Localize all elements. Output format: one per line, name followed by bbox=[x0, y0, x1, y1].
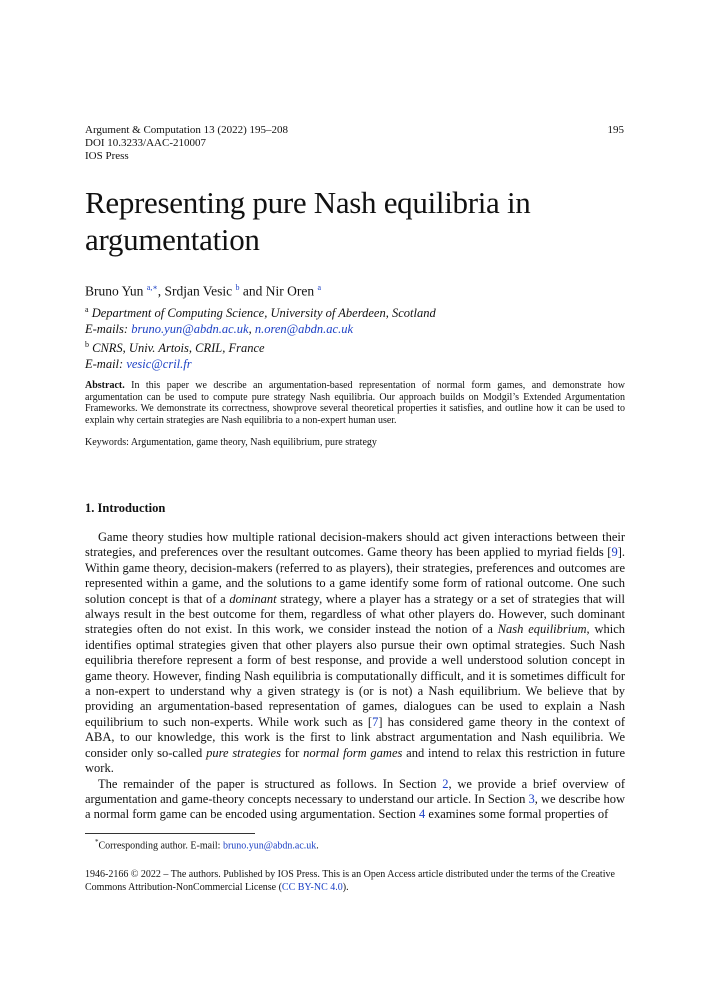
text-run: , which identifies optimal strategies given that other players also pursue their own optimal strategies. Such Nash equilibria therefore represent a form of best response, and provide a well understood solution concept in game theory. However, finding Nash equilibria is computationally difficult, and it is sometimes difficult for a non-expert to understand why a given strategy is (or is not) a Nash equilibrium. We believe that by providing an argumentation-based representation of games, dialogues can be used to explain a Nash equilibrium to such non-experts. While work such as [ bbox=[85, 622, 625, 729]
section-link[interactable]: 3 bbox=[528, 791, 535, 806]
emails-a bbox=[85, 321, 436, 337]
email-link[interactable]: n.oren@abdn.ac.uk bbox=[254, 322, 353, 337]
emails-b bbox=[85, 356, 436, 372]
affiliation-a bbox=[85, 302, 436, 321]
citation-link[interactable]: 7 bbox=[372, 714, 379, 729]
running-header bbox=[85, 124, 288, 163]
text-run: Game theory studies how multiple rational decision-makers should act given interactions between their strategies, and preferences over the resultant outcomes. Game theory has been applied to myriad fields [ bbox=[85, 530, 625, 560]
paper-title: Representing pure Nash equilibria in argumentation bbox=[85, 185, 531, 257]
author-name: Bruno Yun bbox=[85, 283, 144, 299]
affiliations bbox=[85, 302, 436, 372]
license-end: ). bbox=[342, 882, 349, 893]
section-link[interactable]: 2 bbox=[442, 776, 449, 791]
text-run: ] has considered game theory in the context of ABA, to our knowledge, this work is the first to link abstract argumentation and Nash equilibria. We consider only so-called bbox=[85, 714, 626, 760]
emphasis: dominant bbox=[229, 591, 277, 606]
page-number: 195 bbox=[607, 124, 624, 136]
paragraph bbox=[85, 777, 625, 823]
section-body bbox=[85, 530, 625, 823]
abstract bbox=[85, 380, 625, 427]
author-list bbox=[85, 283, 321, 300]
footnote-mark: * bbox=[95, 838, 99, 846]
text-run: and intend to relax this restriction in future work. bbox=[85, 745, 626, 776]
affiliation-text: CNRS, Univ. Artois, CRIL, France bbox=[92, 341, 265, 356]
email-link[interactable]: bruno.yun@abdn.ac.uk bbox=[222, 840, 317, 852]
emphasis: Nash equilibrium bbox=[497, 622, 587, 637]
email-link[interactable]: vesic@cril.fr bbox=[126, 357, 192, 372]
emails-label: E-mails: bbox=[85, 322, 129, 337]
text-run: strategy, where a player has a strategy or a set of strategies that will always result in the best outcome for them, regardless of what other players do. However, such dominant strategies often do not exist. In this work, we consider instead the notion of a bbox=[85, 591, 625, 637]
publisher: IOS Press bbox=[85, 150, 129, 162]
affiliation-mark: b bbox=[85, 340, 89, 350]
author-separator: , bbox=[157, 283, 165, 299]
author-mark[interactable]: a,∗ bbox=[146, 283, 158, 292]
text-run: ]. Within game theory, decision-makers (referred to as players), their strategies, preferences and outcomes are represented within a game, and the solutions to a game identify some form of rational outcome. One such solution concept is that of a bbox=[85, 545, 625, 606]
text-run: , we provide a brief overview of argumentation and game-theory concepts necessary to understand our article. In Section bbox=[85, 776, 626, 806]
footnote-end: . bbox=[316, 840, 319, 852]
text-run: for bbox=[280, 745, 304, 760]
author-separator: and bbox=[239, 283, 266, 299]
affiliation-mark: a bbox=[85, 305, 89, 314]
keywords: Keywords: Argumentation, game theory, Nash equilibrium, pure strategy bbox=[85, 437, 377, 448]
section-link[interactable]: 4 bbox=[419, 807, 426, 822]
text-run: examines some formal properties of bbox=[425, 807, 609, 822]
paragraph bbox=[85, 530, 625, 777]
author-mark[interactable]: a bbox=[317, 283, 322, 292]
license-text: 1946-2166 © 2022 – The authors. Published by IOS Press. This is an Open Access article distributed under the terms of the Creative Commons Attribution-NonCommercial License ( bbox=[85, 869, 615, 893]
author-name: Nir Oren bbox=[265, 283, 315, 299]
footnote-text: Corresponding author. E-mail: bbox=[98, 840, 223, 852]
license-notice bbox=[85, 868, 625, 894]
author-mark[interactable]: b bbox=[235, 283, 240, 292]
text-run: , we describe how a normal form game can be encoded using argumentation. Section bbox=[85, 791, 625, 822]
section-heading: 1. Introduction bbox=[85, 501, 166, 515]
license-link[interactable]: CC BY-NC 4.0 bbox=[281, 882, 343, 893]
text-run: The remainder of the paper is structured as follows. In Section bbox=[98, 776, 443, 791]
footnote bbox=[95, 838, 319, 851]
abstract-text: In this paper we describe an argumentation-based representation of normal form games, and demonstrate how argumentation can be used to compute pure strategy Nash equilibria. Our approach builds on Modgil’s Extended Argumentation Frameworks. We demonstrate its correctness, showprove several theoretical properties it satisfies, and outline how it can be used to explain why certain strategies are Nash equilibria to a non-expert human user. bbox=[85, 380, 626, 427]
citation-link[interactable]: 9 bbox=[611, 545, 618, 560]
author-name: Srdjan Vesic bbox=[164, 283, 233, 299]
emails-label: E-mail: bbox=[85, 357, 124, 372]
footnote-rule bbox=[85, 833, 255, 834]
abstract-label: Abstract. bbox=[85, 380, 125, 391]
affiliation-b bbox=[85, 337, 436, 356]
emphasis: pure strategies bbox=[206, 745, 281, 760]
doi: DOI 10.3233/AAC-210007 bbox=[85, 137, 206, 149]
email-link[interactable]: bruno.yun@abdn.ac.uk bbox=[131, 322, 249, 337]
affiliation-text: Department of Computing Science, University of Aberdeen, Scotland bbox=[91, 306, 436, 321]
journal-citation: Argument & Computation 13 (2022) 195–208 bbox=[85, 124, 288, 136]
emphasis: normal form games bbox=[303, 745, 403, 760]
email-separator: , bbox=[248, 322, 252, 337]
